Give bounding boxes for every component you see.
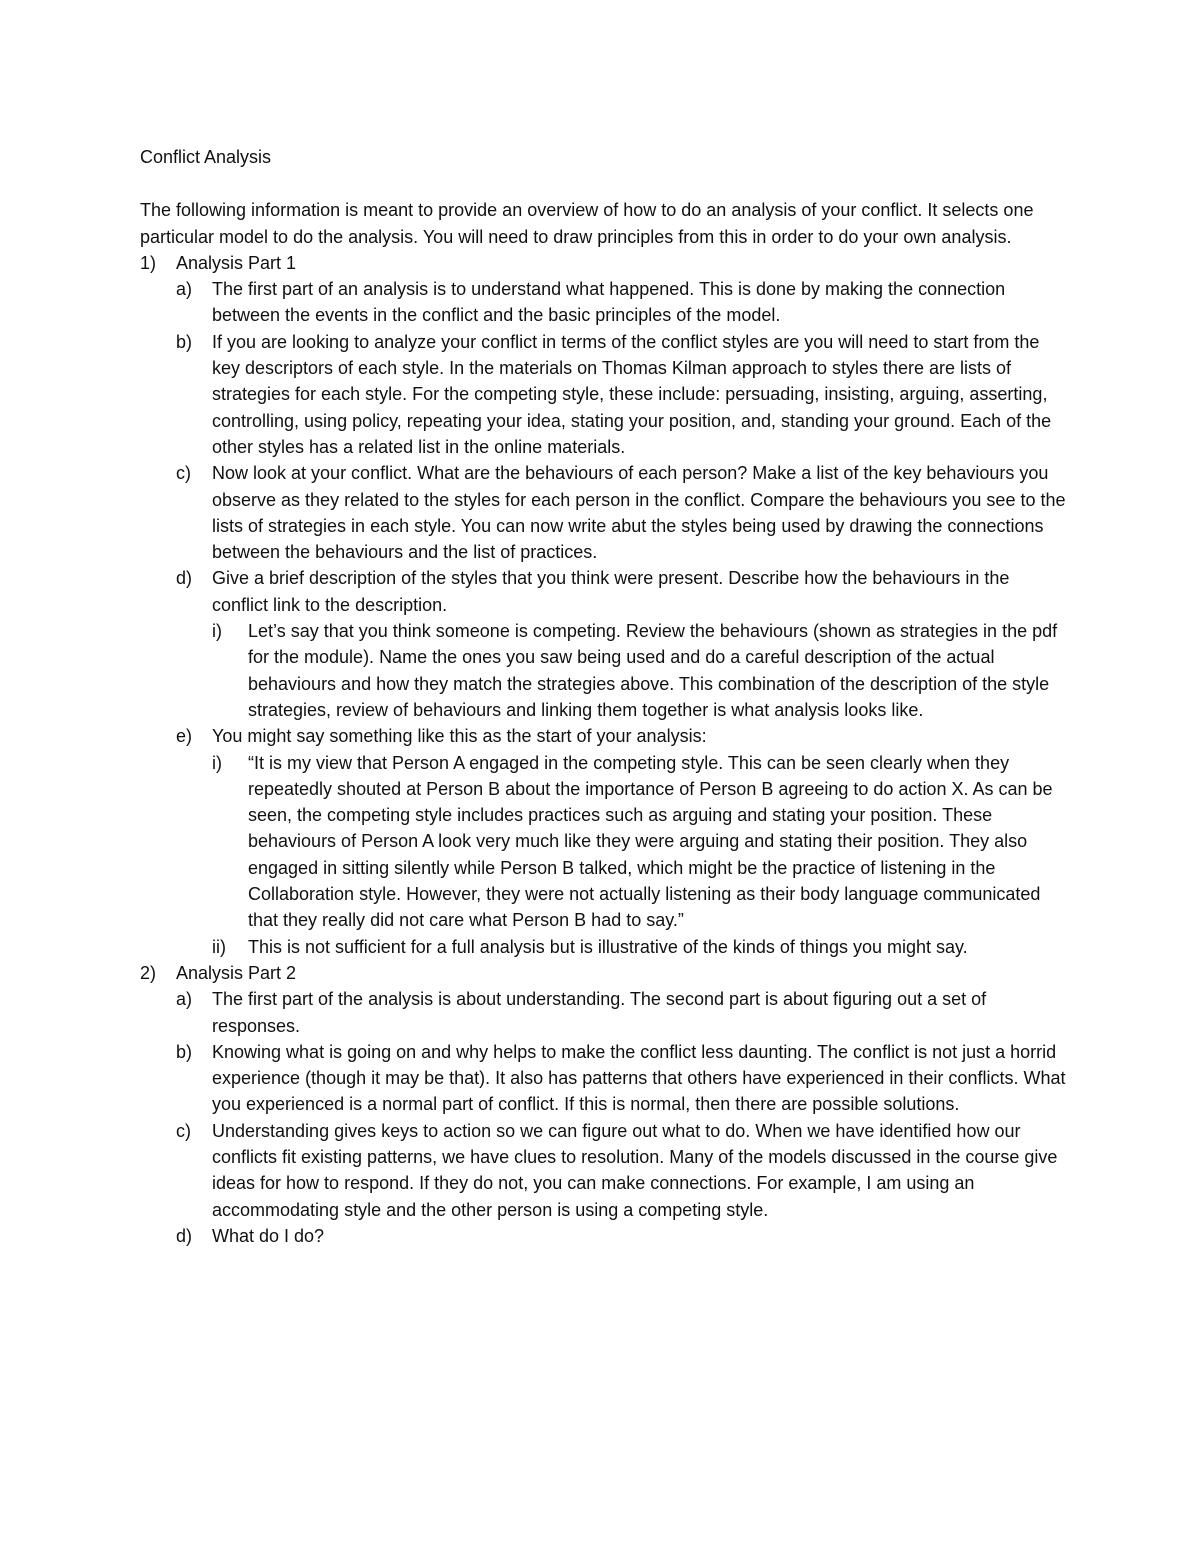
list-marker: d) bbox=[176, 568, 193, 589]
list-item bbox=[212, 934, 1070, 960]
list-item bbox=[176, 1039, 1070, 1118]
intro-paragraph: The following information is meant to provide an overview of how to do an analysis of your conflict. It selects one particular model to do the analysis. You will need to draw principles from this in order to do your own analysis. bbox=[140, 200, 1034, 247]
nested-list bbox=[212, 750, 1070, 960]
list-item-text: Knowing what is going on and why helps to make the conflict less daunting. The conflict is not just a horrid experience (though it may be that). It also has patterns that others have experienced in their conflicts. What you experienced is a normal part of conflict. If this is normal, then there are possible solutions. bbox=[212, 1041, 1066, 1115]
list-marker: b) bbox=[176, 1041, 193, 1062]
list-item-part2 bbox=[140, 960, 1070, 1249]
list-item bbox=[176, 986, 1070, 1039]
part2-sublist bbox=[176, 986, 1070, 1249]
list-marker: b) bbox=[176, 331, 193, 352]
list-marker: a) bbox=[176, 989, 193, 1010]
list-item bbox=[176, 565, 1070, 723]
list-marker: i) bbox=[212, 752, 222, 773]
list-item-text: Now look at your conflict. What are the behaviours of each person? Make a list of the key behaviours you observe as they related to the styles for each person in the conflict. Compare the behaviours you see to the lists of strategies in each style. You can now write abut the styles being used by drawing the connections between the behaviours and the list of practices. bbox=[212, 463, 1066, 563]
list-item-text: Let’s say that you think someone is competing. Review the behaviours (shown as strategies in the pdf for the module). Name the ones you saw being used and do a careful description of the actual behaviours and how they match the strategies above. This combination of the description of the style strategies, review of behaviours and linking them together is what analysis looks like. bbox=[248, 621, 1058, 720]
example-quote: “It is my view that Person A engaged in the competing style. This can be seen clearly when they repeatedly shouted at Person B about the importance of Person B agreeing to do action X. As can be seen, the competing style includes practices such as arguing and stating your position. These behaviours of Person A look very much like they were arguing and stating their position. They also engaged in sitting silently while Person B talked, which might be the practice of listening in the Collaboration style. However, they were not actually listening as their body language communicated that they really did not care what Person B had to say.” bbox=[248, 752, 1053, 931]
list-item-text: If you are looking to analyze your conflict in terms of the conflict styles are you will need to start from the key descriptors of each style. In the materials on Thomas Kilman approach to styles there are lists of strategies for each style. For the competing style, these include: persuading, insisting, arguing, asserting, controlling, using policy, repeating your idea, stating your position, and, standing your ground. Each of the other styles has a related list in the online materials. bbox=[212, 331, 1052, 457]
section-heading-part1: Analysis Part 1 bbox=[176, 252, 297, 273]
list-item-text: The first part of the analysis is about understanding. The second part is about figuring out a set of responses. bbox=[212, 989, 987, 1036]
list-marker: c) bbox=[176, 463, 191, 484]
list-item-part1 bbox=[140, 250, 1070, 960]
list-item-text: Understanding gives keys to action so we can figure out what to do. When we have identified how our conflicts fit existing patterns, we have clues to resolution. Many of the models discussed in the course give ideas for how to respond. If they do not, you can make connections. For example, I am using an accommodating style and the other person is using a competing style. bbox=[212, 1120, 1058, 1220]
list-marker: 1) bbox=[140, 252, 157, 273]
list-item bbox=[212, 750, 1070, 934]
list-item bbox=[212, 618, 1070, 723]
main-list bbox=[140, 250, 1070, 1249]
part1-sublist bbox=[176, 276, 1070, 960]
list-item bbox=[176, 329, 1070, 460]
list-item bbox=[176, 1223, 1070, 1249]
list-marker: a) bbox=[176, 279, 193, 300]
section-heading-part2: Analysis Part 2 bbox=[176, 962, 297, 983]
list-item-text: The first part of an analysis is to understand what happened. This is done by making the connection between the events in the conflict and the basic principles of the model. bbox=[212, 279, 1006, 326]
list-item bbox=[176, 460, 1070, 565]
list-marker: 2) bbox=[140, 962, 157, 983]
nested-list bbox=[212, 618, 1070, 723]
list-marker: d) bbox=[176, 1225, 193, 1246]
list-marker: ii) bbox=[212, 936, 226, 957]
list-marker: i) bbox=[212, 621, 222, 642]
document-page bbox=[140, 144, 1070, 1249]
list-item bbox=[176, 723, 1070, 960]
list-item-text: Give a brief description of the styles that you think were present. Describe how the behaviours in the conflict link to the description. bbox=[212, 568, 1010, 615]
list-item bbox=[176, 1118, 1070, 1223]
list-item-text: You might say something like this as the start of your analysis: bbox=[212, 726, 707, 747]
list-item-text: What do I do? bbox=[212, 1225, 325, 1246]
list-item bbox=[176, 276, 1070, 329]
list-item-text: This is not sufficient for a full analysis but is illustrative of the kinds of things you might say. bbox=[248, 936, 968, 957]
list-marker: e) bbox=[176, 726, 193, 747]
document-title: Conflict Analysis bbox=[140, 147, 272, 167]
list-marker: c) bbox=[176, 1120, 191, 1141]
